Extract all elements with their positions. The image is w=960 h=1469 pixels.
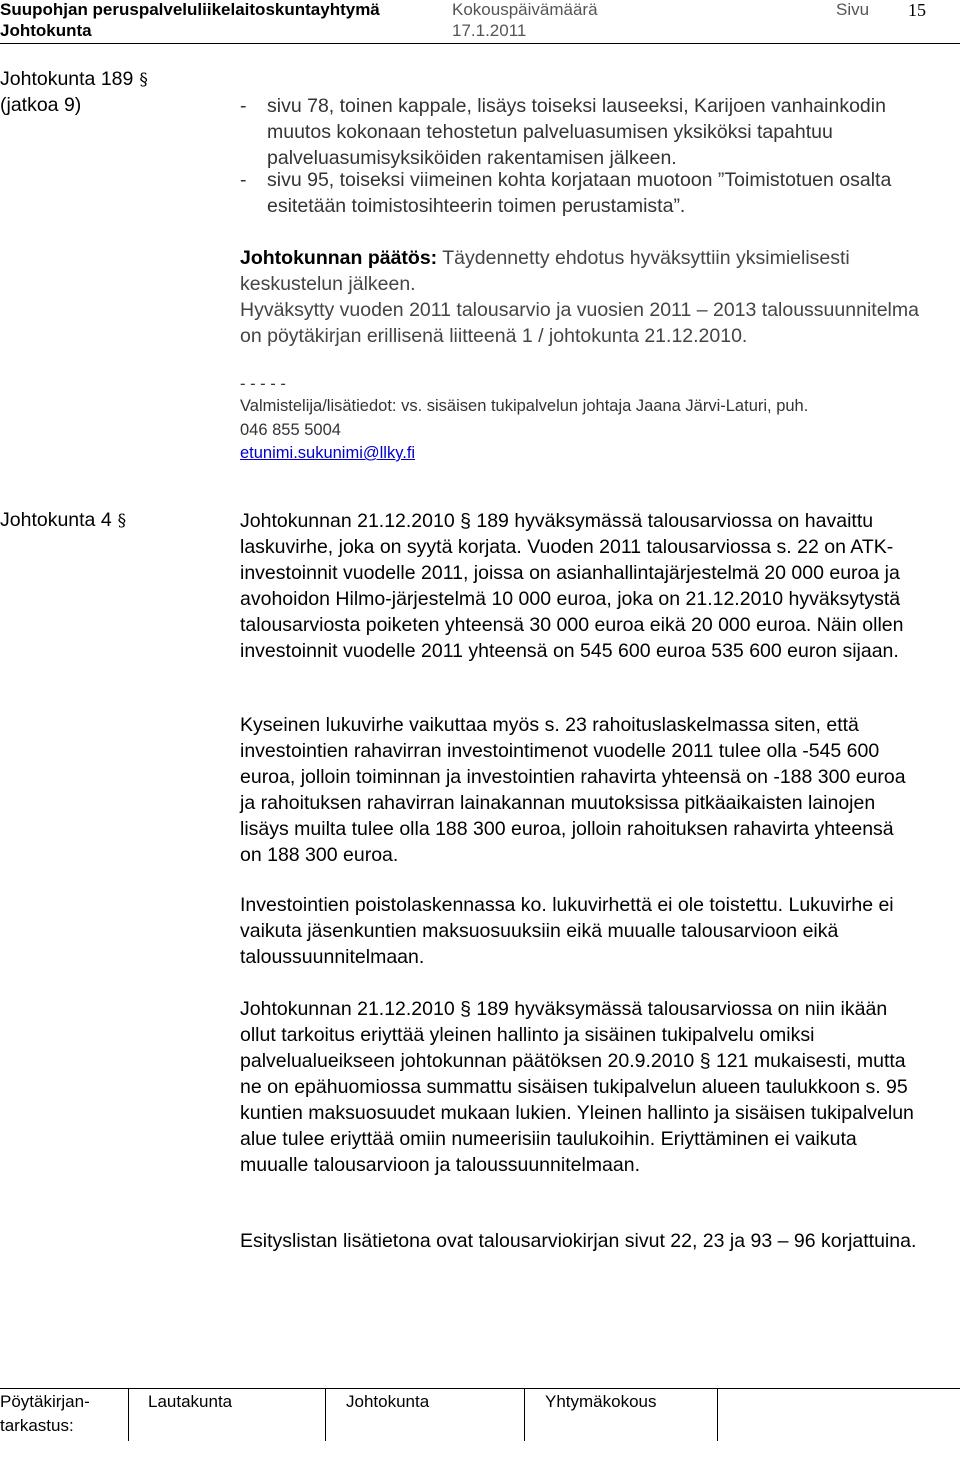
footer-col-lautakunta: Lautakunta: [148, 1392, 233, 1411]
body-paragraph: Kyseinen lukuvirhe vaikuttaa myös s. 23 rahoituslaskelmassa siten, että investointien rahavirran investointimenot vuodelle 2011 tulee olla -545 600 euroa, jolloin toiminnan ja investointien rahavirta yhteensä on -188 300 euroa ja rahoituksen rahavirran lainakannan muutoksissa pitkäaikaisten lainojen lisäys muilta tulee olla 188 300 euroa, jolloin rahoituksen rahavirta yhteensä on 188 300 euroa.: [240, 714, 906, 866]
bullet-item: [240, 167, 920, 219]
section-ref-title: Johtokunta 4: [0, 509, 112, 531]
meeting-date: 17.1.2011: [452, 21, 527, 40]
bullet-text: sivu 95, toiseksi viimeinen kohta korjataan muotoon ”Toimistotuen osalta esitetään toimistosihteerin toimen perustamista”.: [267, 169, 892, 217]
header-rule: [0, 43, 960, 44]
footer-col-yhtymakokous: Yhtymäkokous: [545, 1392, 657, 1411]
decision-label: Johtokunnan päätös:: [240, 247, 438, 269]
footer-rule: [0, 1388, 960, 1389]
section-ref-title: Johtokunta 189: [0, 68, 134, 90]
body-name: Johtokunta: [0, 21, 92, 40]
bullet-text: sivu 78, toinen kappale, lisäys toiseksi lauseeksi, Karijoen vanhainkodin muutos kokonaan tehostetun palveluasumisen yksiköksi tapahtuu palveluasumisyksiköiden rakentamisen jälkeen.: [267, 95, 886, 169]
footer-divider: [524, 1389, 525, 1441]
decision-text: Täydennetty ehdotus hyväksyttiin yksimielisesti keskustelun jälkeen.: [240, 247, 850, 295]
contact-phone: 046 855 5004: [240, 421, 341, 439]
body-paragraph: Esityslistan lisätietona ovat talousarviokirjan sivut 22, 23 ja 93 – 96 korjattuina.: [240, 1230, 917, 1252]
section-sign-icon: §: [117, 511, 127, 531]
footer-divider: [128, 1389, 129, 1441]
section-ref-189: [0, 67, 148, 93]
body-paragraph: Investointien poistolaskennassa ko. lukuvirhettä ei ole toistettu. Lukuvirhe ei vaikuta jäsenkuntien maksuosuuksiin eikä muualle talousarvioon eikä taloussuunnitelmaan.: [240, 894, 894, 968]
section-sign-icon: §: [139, 70, 148, 90]
page-label: Sivu: [836, 0, 870, 19]
bullet-dash: -: [240, 95, 247, 117]
contact-info: Valmistelija/lisätiedot: vs. sisäisen tukipalvelun johtaja Jaana Järvi-Laturi, puh.: [240, 397, 809, 415]
decision-paragraph: [240, 245, 920, 297]
section-ref-continuation: (jatkoa 9): [0, 94, 82, 116]
bullet-dash: -: [240, 169, 247, 191]
organization-name: Suupohjan peruspalveluliikelaitoskuntayhtymä: [0, 0, 380, 19]
footer-check-label-2: tarkastus:: [0, 1416, 74, 1435]
body-paragraph: Johtokunnan 21.12.2010 § 189 hyväksymässä talousarviossa on havaittu laskuvirhe, joka on syytä korjata. Vuoden 2011 talousarviossa s. 22 on ATK-investoinnit vuodelle 2011, joissa on asianhallintajärjestelmä 20 000 euroa ja avohoidon Hilmo-järjestelmä 10 000 euroa, joka on 21.12.2010 hyväksytystä talousarviosta poiketen yhteensä 30 000 euroa eikä 20 000 euroa. Näin ollen investoinnit vuodelle 2011 yhteensä on 545 600 euroa 535 600 euron sijaan.: [240, 510, 904, 662]
section-ref-4: [0, 508, 126, 534]
meeting-date-label: Kokouspäivämäärä: [452, 0, 598, 19]
body-paragraph: Johtokunnan 21.12.2010 § 189 hyväksymässä talousarviossa on niin ikään ollut tarkoitus eriyttää yleinen hallinto ja sisäinen tukipalvelu omiksi palvelualueikseen johtokunnan päätöksen 20.9.2010 § 121 mukaisesti, mutta ne on epähuomiossa summattu sisäisen tukipalvelun alueen taulukkoon s. 95 kuntien maksuosuudet mukaan lukien. Yleinen hallinto ja sisäisen tukipalvelun alue tulee eriyttää omiin numeerisiin taulukoihin. Eriyttäminen ei vaikuta muualle talousarvioon ja taloussuunnitelmaan.: [240, 998, 914, 1176]
footer-check-label: Pöytäkirjan-: [0, 1392, 90, 1411]
separator: - - - - -: [240, 375, 286, 393]
footer-divider: [325, 1389, 326, 1441]
footer-divider: [717, 1389, 718, 1441]
contact-email-link[interactable]: etunimi.sukunimi@llky.fi: [240, 444, 416, 462]
page-number: 15: [908, 0, 926, 20]
approved-paragraph: Hyväksytty vuoden 2011 talousarvio ja vuosien 2011 – 2013 taloussuunnitelma on pöytäkirjan erillisenä liitteenä 1 / johtokunta 21.12.2010.: [240, 299, 919, 347]
footer-col-johtokunta: Johtokunta: [346, 1392, 430, 1411]
